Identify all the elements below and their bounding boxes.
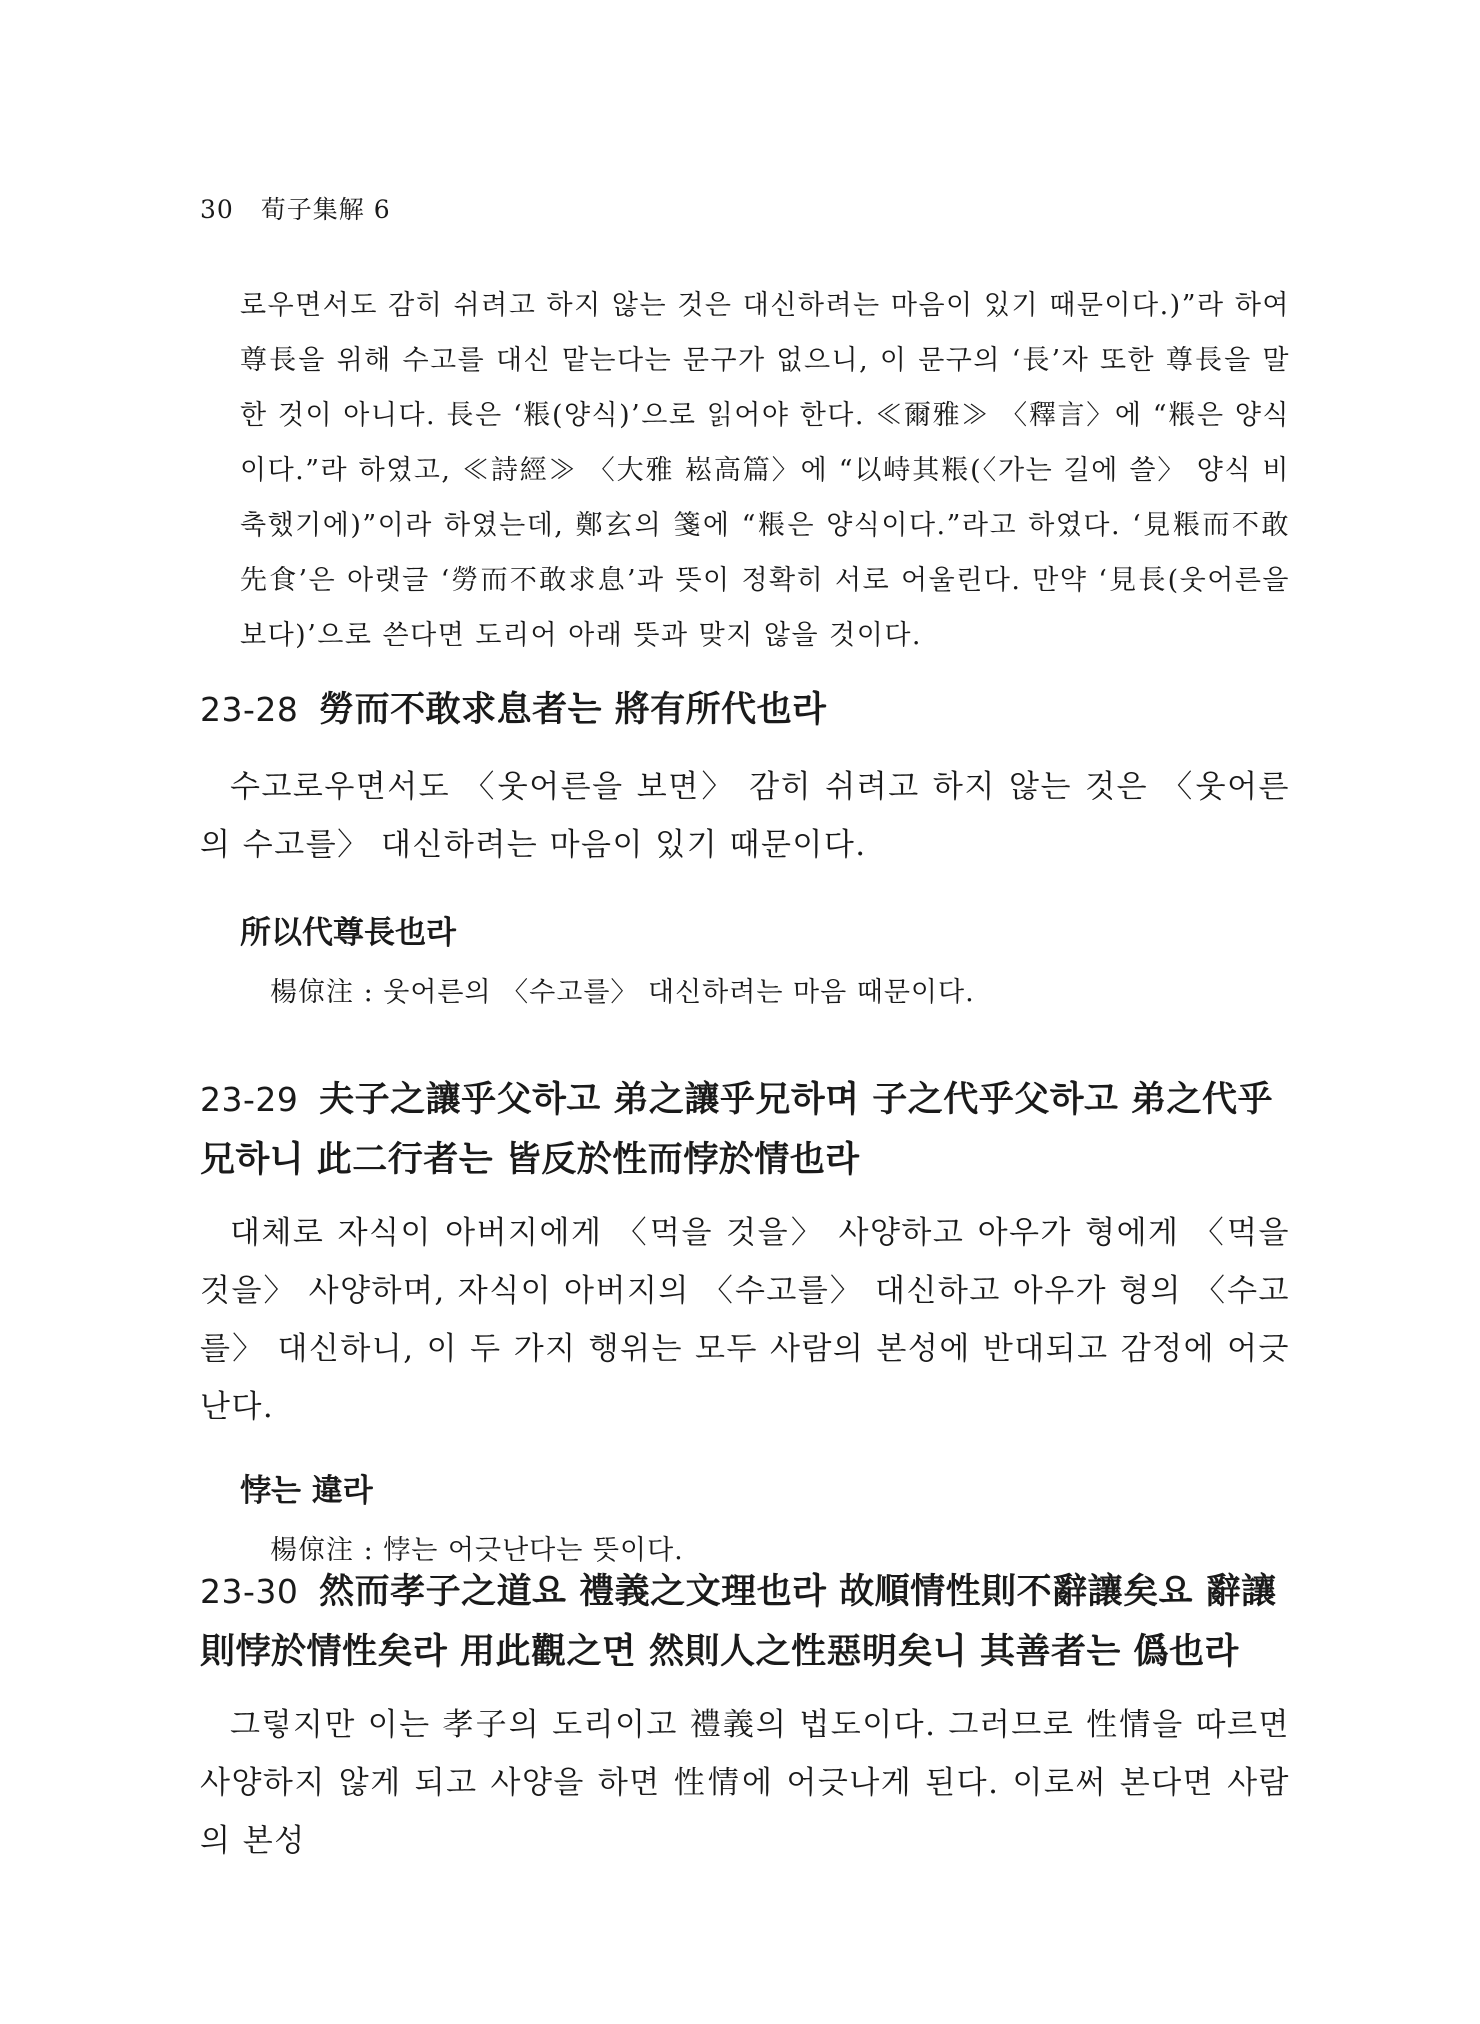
section-23-29 <box>200 1070 1290 1576</box>
commentary-original: 所以代尊長也라 <box>240 915 456 951</box>
korean-translation: 그렇지만 이는 孝子의 도리이고 禮義의 법도이다. 그러므로 性情을 따르면 사양하지 않게 되고 사양을 하면 性情에 어긋나게 된다. 이로써 본다면 사람의 본성 <box>200 1707 1290 1859</box>
commentary-original: 悖는 違라 <box>240 1473 373 1509</box>
original-text: 夫子之讓乎父하고 弟之讓乎兄하며 子之代乎父하고 弟之代乎兄하니 此二行者는 皆反於性而悖於情也라 <box>200 1079 1273 1180</box>
korean-translation: 수고로우면서도 〈웃어른을 보면〉 감히 쉬려고 하지 않는 것은 〈웃어른의 수고를〉 대신하려는 마음이 있기 때문이다. <box>200 769 1290 863</box>
korean-translation: 대체로 자식이 아버지에게 〈먹을 것을〉 사양하고 아우가 형에게 〈먹을 것을〉 사양하며, 자식이 아버지의 〈수고를〉 대신하고 아우가 형의 〈수고를〉 대신하니, 이 두 가지 행위는 모두 사람의 본성에 반대되고 감정에 어긋난다. <box>200 1215 1290 1425</box>
section-23-30 <box>200 1562 1290 1870</box>
commentary-translation: 楊倞注 : 웃어른의 〈수고를〉 대신하려는 마음 때문이다. <box>270 977 975 1008</box>
original-text: 然而孝子之道요 禮義之文理也라 故順情性則不辭讓矣요 辭讓則悖於情性矣라 用此觀之면 然則人之性惡明矣니 其善者는 僞也라 <box>200 1571 1277 1672</box>
continued-footnote: 로우면서도 감히 쉬려고 하지 않는 것은 대신하려는 마음이 있기 때문이다.)”라 하여 尊長을 위해 수고를 대신 맡는다는 문구가 없으니, 이 문구의 ‘長’자 또한 尊長을 말한 것이 아니다. 長은 ‘粻(양식)’으로 읽어야 한다. ≪爾雅≫ 〈釋言〉에 “粻은 양식이다.”라 하였고, ≪詩經≫ 〈大雅 崧高篇〉에 “以峙其粻(〈가는 길에 쓸〉 양식 비축했기에)”이라 하였는데, 鄭玄의 箋에 “粻은 양식이다.”라고 하였다. ‘見粻而不敢先食’은 아랫글 ‘勞而不敢求息’과 뜻이 정확히 서로 어울린다. 만약 ‘見長(웃어른을 보다)’으로 쓴다면 도리어 아래 뜻과 맞지 않을 것이다. <box>240 290 1290 651</box>
section-number: 23-28 <box>200 690 299 729</box>
commentary-translation: 楊倞注 : 悖는 어긋난다는 뜻이다. <box>270 1535 684 1566</box>
running-header <box>200 190 391 226</box>
original-text: 勞而不敢求息者는 將有所代也라 <box>319 689 827 730</box>
section-23-28 <box>200 680 1290 1018</box>
section-heading <box>200 680 1290 740</box>
section-number: 23-29 <box>200 1080 299 1119</box>
section-heading <box>200 1562 1290 1682</box>
section-number: 23-30 <box>200 1572 299 1611</box>
section-heading <box>200 1070 1290 1190</box>
book-title: 荀子集解 6 <box>260 195 391 224</box>
page-number: 30 <box>200 195 234 224</box>
